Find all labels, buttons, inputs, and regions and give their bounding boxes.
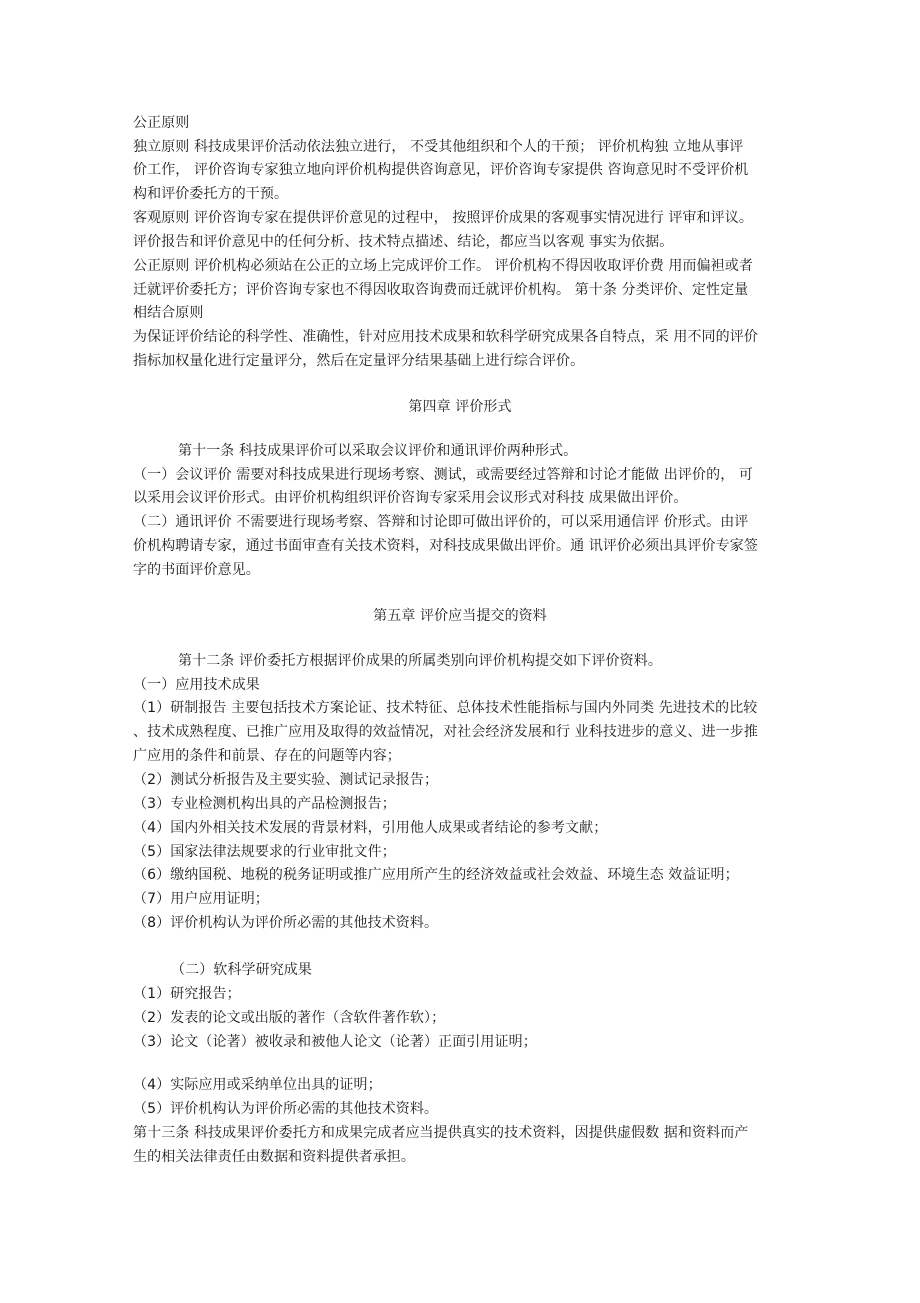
text-line: 生的相关法律责任由数据和资料提供者承担。 — [133, 1149, 415, 1165]
text-line: 指标加权量化进行定量评分，然后在定量评分结果基础上进行综合评价。 — [133, 353, 585, 369]
text-line: 公正原则 — [133, 115, 190, 131]
list-item: （4）实际应用或采纳单位出具的证明； — [133, 1077, 382, 1093]
section-heading: （二）软科学研究成果 — [171, 962, 312, 978]
text-line: 价机构聘请专家，通过书面审查有关技术资料，对科技成果做出评价。通 讯评价必须出具评价专家签 — [133, 538, 758, 554]
text-line: （一）会议评价 需要对科技成果进行现场考察、测试，或需要经过答辩和讨论才能做 出评价的， 可 — [133, 467, 753, 483]
list-item: （1）研究报告； — [133, 986, 241, 1002]
chapter-heading: 第四章 评价形式 — [408, 399, 512, 415]
text-line: 构和评价委托方的干预。 — [133, 186, 289, 202]
text-line: 相结合原则 — [133, 305, 204, 321]
text-line: 公正原则 评价机构必须站在公正的立场上完成评价工作。 评价机构不得因收取评价费 用而偏袒或者 — [133, 258, 753, 274]
list-item: （2）发表的论文或出版的著作（含软件著作软）； — [133, 1010, 446, 1026]
article-heading: 第十二条 评价委托方根据评价成果的所属类别向评价机构提交如下评价资料。 — [178, 653, 662, 669]
text-line: （二）通讯评价 不需要进行现场考察、答辩和讨论即可做出评价的，可以采用通信评 价形式。由评 — [133, 514, 749, 530]
text-line: 价工作， 评价咨询专家独立地向评价机构提供咨询意见，评价咨询专家提供 咨询意见时不受评价机 — [133, 162, 749, 178]
list-item: （3）专业检测机构出具的产品检测报告； — [133, 796, 396, 812]
text-line: 迁就评价委托方；评价咨询专家也不得因收取咨询费而迁就评价机构。 第十条 分类评价、定性定量 — [133, 282, 749, 298]
list-item: （1）研制报告 主要包括技术方案论证、技术特征、总体技术性能指标与国内外同类 先进技术的比较 — [133, 700, 758, 716]
text-line: 广应用的条件和前景、存在的问题等内容； — [133, 748, 401, 764]
text-line: 第十三条 科技成果评价委托方和成果完成者应当提供真实的技术资料，因提供虚假数 据和资料而产 — [133, 1125, 749, 1141]
chapter-heading: 第五章 评价应当提交的资料 — [373, 608, 547, 624]
text-line: 为保证评价结论的科学性、准确性，针对应用技术成果和软科学研究成果各自特点，采 用不同的评价 — [133, 329, 758, 345]
section-heading: （一）应用技术成果 — [133, 677, 260, 693]
list-item: （5）评价机构认为评价所必需的其他技术资料。 — [133, 1101, 439, 1117]
text-line: 评价报告和评价意见中的任何分析、技术特点描述、结论，都应当以客观 事实为依据。 — [133, 234, 674, 250]
list-item: （3）论文（论著）被收录和被他人论文（论著）正面引用证明； — [133, 1034, 537, 1050]
list-item: （8）评价机构认为评价所必需的其他技术资料。 — [133, 915, 439, 931]
text-line: 、技术成熟程度、已推广应用及取得的效益情况，对社会经济发展和行 业科技进步的意义、进一步推 — [133, 724, 758, 740]
list-item: （7）用户应用证明； — [133, 891, 269, 907]
article-heading: 第十一条 科技成果评价可以采取会议评价和通讯评价两种形式。 — [178, 443, 578, 459]
list-item: （5）国家法律法规要求的行业审批文件； — [133, 844, 396, 860]
text-line: 客观原则 评价咨询专家在提供评价意见的过程中， 按照评价成果的客观事实情况进行 评审和评议。 — [133, 210, 753, 226]
text-line: 字的书面评价意见。 — [133, 562, 260, 578]
list-item: （4）国内外相关技术发展的背景材料，引用他人成果或者结论的参考文献； — [133, 820, 608, 836]
list-item: （2）测试分析报告及主要实验、测试记录报告； — [133, 772, 439, 788]
text-line: 以采用会议评价形式。由评价机构组织评价咨询专家采用会议形式对科技 成果做出评价。 — [133, 490, 688, 506]
text-line: 独立原则 科技成果评价活动依法独立进行， 不受其他组织和个人的干预； 评价机构独 立地从事评 — [133, 139, 744, 155]
list-item: （6）缴纳国税、地税的税务证明或推广应用所产生的经济效益或社会效益、环境生态 效益证明； — [133, 867, 739, 883]
